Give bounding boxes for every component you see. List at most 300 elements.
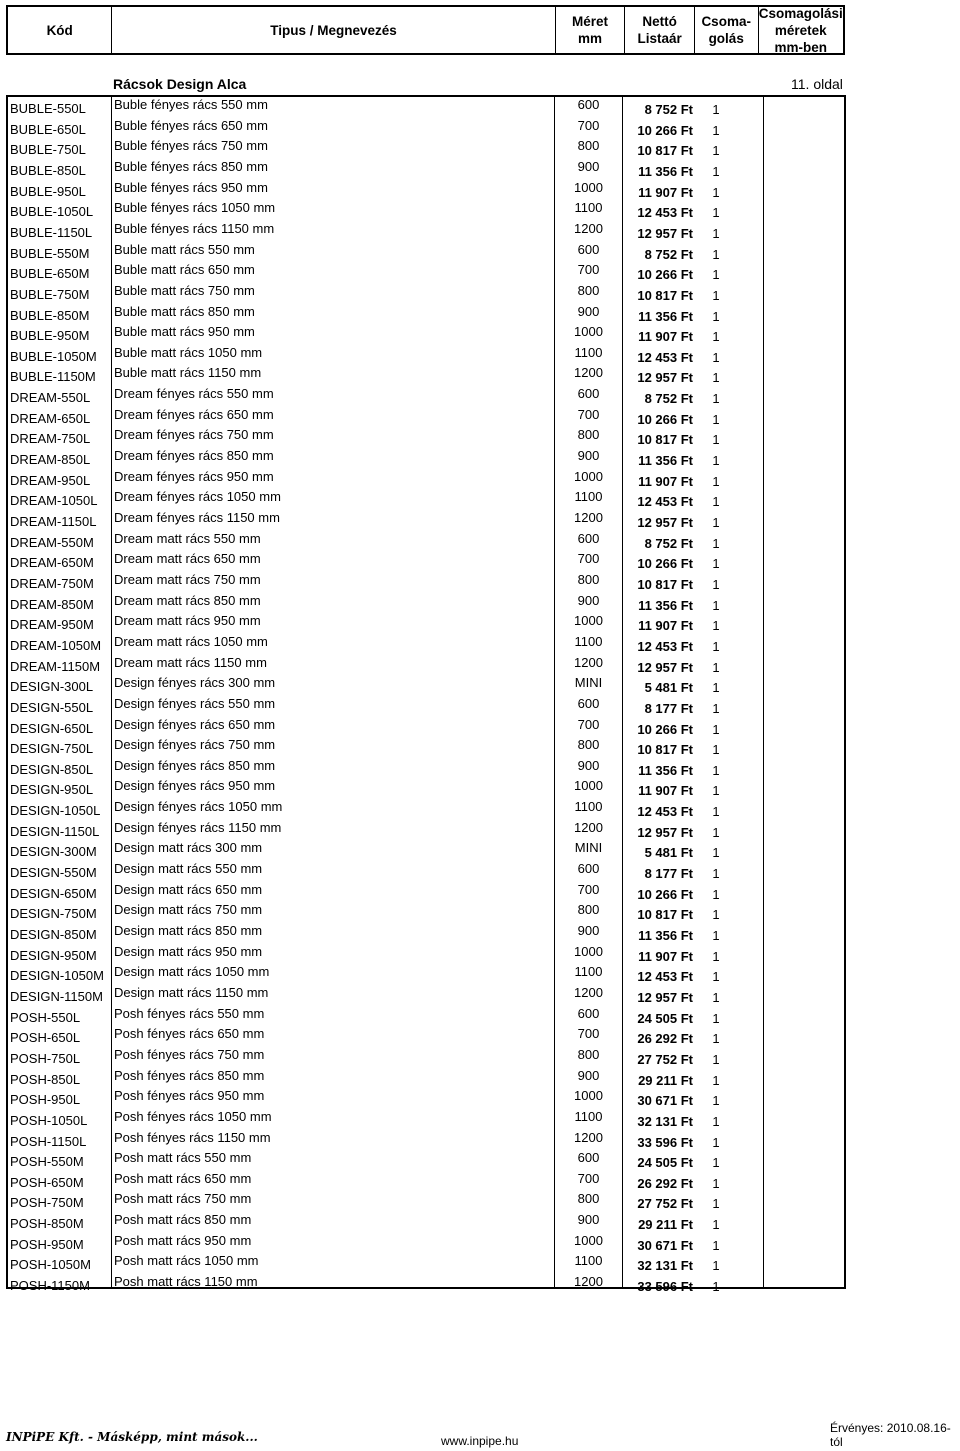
size-value: 1200 bbox=[574, 365, 603, 381]
product-code: POSH-1150L bbox=[10, 1133, 87, 1149]
size-value: 1100 bbox=[574, 964, 603, 980]
table-row bbox=[8, 386, 844, 407]
price-value: 24 505 Ft bbox=[637, 1155, 693, 1171]
product-code: BUBLE-550M bbox=[10, 245, 90, 261]
size-value: 1000 bbox=[574, 468, 603, 484]
product-name: Design fényes rács 300 mm bbox=[114, 675, 276, 691]
price-value: 33 596 Ft bbox=[637, 1279, 693, 1295]
pack-value: 1 bbox=[712, 1237, 720, 1253]
product-name: Dream fényes rács 1050 mm bbox=[114, 489, 281, 505]
size-value: 700 bbox=[577, 406, 600, 422]
size-value: 1000 bbox=[574, 1232, 603, 1248]
product-code: DREAM-1150L bbox=[10, 514, 97, 529]
size-value: 700 bbox=[577, 1026, 600, 1042]
size-value: 1000 bbox=[574, 324, 603, 340]
product-code: BUBLE-1050L bbox=[10, 204, 94, 220]
pack-value: 1 bbox=[712, 391, 720, 407]
size-value: 1000 bbox=[574, 778, 603, 794]
product-name: Design matt rács 850 mm bbox=[114, 923, 263, 938]
price-value: 32 131 Ft bbox=[637, 1258, 693, 1274]
pack-value: 1 bbox=[712, 535, 720, 551]
pack-value: 1 bbox=[712, 638, 720, 654]
pack-value: 1 bbox=[712, 556, 720, 572]
product-code: DREAM-650L bbox=[10, 410, 91, 426]
pack-value: 1 bbox=[712, 1175, 720, 1191]
product-name: Dream matt rács 650 mm bbox=[114, 551, 261, 567]
price-value: 10 266 Ft bbox=[637, 122, 693, 138]
product-code: DESIGN-850L bbox=[10, 761, 94, 777]
size-value: 900 bbox=[577, 448, 600, 464]
pack-value: 1 bbox=[712, 886, 720, 902]
product-name: Posh matt rács 650 mm bbox=[114, 1170, 252, 1186]
price-value: 5 481 Ft bbox=[644, 680, 693, 696]
pack-value: 1 bbox=[712, 329, 720, 345]
product-code: POSH-950L bbox=[10, 1092, 81, 1108]
table-row bbox=[8, 1109, 844, 1130]
product-code: POSH-850L bbox=[10, 1071, 81, 1087]
product-name: Dream matt rács 950 mm bbox=[114, 613, 261, 629]
product-name: Posh matt rács 950 mm bbox=[114, 1232, 252, 1248]
product-name: Design matt rács 950 mm bbox=[114, 943, 263, 959]
product-code: DREAM-1150M bbox=[10, 658, 101, 674]
pack-value: 1 bbox=[712, 143, 720, 159]
size-value: 1000 bbox=[574, 613, 603, 629]
pack-value: 1 bbox=[712, 515, 720, 530]
size-value: 800 bbox=[577, 138, 600, 154]
product-name: Posh fényes rács 650 mm bbox=[114, 1026, 265, 1042]
product-name: Design fényes rács 950 mm bbox=[114, 778, 276, 794]
product-code: POSH-750L bbox=[10, 1050, 81, 1066]
pack-value: 1 bbox=[712, 866, 720, 882]
table-row bbox=[8, 1047, 844, 1068]
product-code: BUBLE-750L bbox=[10, 142, 86, 158]
price-value: 11 907 Ft bbox=[638, 184, 693, 200]
product-name: Posh fényes rács 950 mm bbox=[114, 1088, 265, 1104]
table-row bbox=[8, 469, 844, 490]
price-value: 12 957 Ft bbox=[637, 659, 693, 675]
pack-value: 1 bbox=[712, 721, 720, 737]
product-name: Design fényes rács 1050 mm bbox=[114, 799, 283, 815]
price-value: 10 266 Ft bbox=[637, 556, 693, 572]
product-name: Dream matt rács 850 mm bbox=[114, 592, 261, 608]
size-value: 900 bbox=[577, 303, 600, 319]
product-name: Buble matt rács 550 mm bbox=[114, 241, 255, 257]
pack-value: 1 bbox=[712, 184, 720, 200]
size-value: 800 bbox=[577, 1046, 600, 1062]
product-name: Dream fényes rács 550 mm bbox=[114, 386, 274, 402]
product-name: Posh matt rács 1050 mm bbox=[114, 1253, 259, 1269]
table-row bbox=[8, 985, 844, 1006]
pack-value: 1 bbox=[712, 762, 720, 778]
pack-value: 1 bbox=[712, 576, 720, 592]
size-value: 700 bbox=[577, 117, 600, 133]
table-row bbox=[8, 1171, 844, 1192]
pack-value: 1 bbox=[712, 618, 720, 634]
pack-value: 1 bbox=[712, 1051, 720, 1067]
table-row bbox=[8, 407, 844, 428]
price-value: 11 356 Ft bbox=[638, 762, 693, 778]
product-name: Design matt rács 750 mm bbox=[114, 902, 263, 918]
product-name: Dream fényes rács 1150 mm bbox=[114, 510, 280, 525]
table-row bbox=[8, 861, 844, 882]
price-value: 10 817 Ft bbox=[637, 576, 693, 592]
pack-value: 1 bbox=[712, 494, 720, 510]
price-value: 8 752 Ft bbox=[644, 391, 693, 407]
table-row bbox=[8, 324, 844, 345]
table-row bbox=[8, 427, 844, 448]
price-value: 12 453 Ft bbox=[637, 494, 693, 510]
size-value: 900 bbox=[577, 592, 600, 608]
product-code: DESIGN-1150M bbox=[10, 988, 103, 1004]
pack-value: 1 bbox=[712, 1196, 720, 1212]
price-value: 30 671 Ft bbox=[637, 1237, 693, 1253]
product-name: Buble fényes rács 650 mm bbox=[114, 117, 268, 133]
product-name: Buble fényes rács 1050 mm bbox=[114, 200, 276, 216]
size-value: 1200 bbox=[574, 220, 603, 236]
price-value: 11 907 Ft bbox=[638, 329, 693, 345]
pack-value: 1 bbox=[712, 907, 720, 923]
price-value: 12 453 Ft bbox=[637, 205, 693, 221]
table-row bbox=[8, 758, 844, 779]
product-name: Dream matt rács 550 mm bbox=[114, 530, 261, 546]
price-value: 8 752 Ft bbox=[644, 102, 693, 117]
size-value: 900 bbox=[577, 923, 600, 938]
product-code: BUBLE-1050M bbox=[10, 348, 97, 364]
product-name: Design matt rács 550 mm bbox=[114, 861, 263, 877]
price-value: 8 752 Ft bbox=[644, 246, 693, 262]
table-row bbox=[8, 1088, 844, 1109]
table-row bbox=[8, 593, 844, 614]
price-value: 8 177 Ft bbox=[644, 700, 693, 716]
pack-value: 1 bbox=[712, 680, 720, 696]
product-name: Design fényes rács 1150 mm bbox=[114, 819, 282, 835]
table-row bbox=[8, 923, 844, 944]
table-row bbox=[8, 345, 844, 366]
product-name: Buble fényes rács 950 mm bbox=[114, 179, 268, 195]
product-name: Dream fényes rács 750 mm bbox=[114, 427, 274, 443]
product-name: Design fényes rács 750 mm bbox=[114, 737, 276, 753]
product-name: Posh fényes rács 1050 mm bbox=[114, 1108, 272, 1124]
price-value: 30 671 Ft bbox=[637, 1093, 693, 1109]
product-code: DESIGN-650M bbox=[10, 885, 97, 901]
price-value: 11 907 Ft bbox=[638, 948, 693, 964]
table-row bbox=[8, 1191, 844, 1212]
price-value: 10 266 Ft bbox=[637, 886, 693, 902]
size-value: 800 bbox=[577, 282, 600, 298]
table-row bbox=[8, 655, 844, 676]
size-value: 600 bbox=[577, 695, 600, 711]
pack-value: 1 bbox=[712, 102, 720, 117]
pack-value: 1 bbox=[712, 1155, 720, 1171]
size-value: 800 bbox=[577, 571, 600, 587]
table-row bbox=[8, 118, 844, 139]
table-row bbox=[8, 180, 844, 201]
price-value: 26 292 Ft bbox=[637, 1031, 693, 1047]
pack-value: 1 bbox=[712, 1113, 720, 1129]
pack-value: 1 bbox=[712, 845, 720, 861]
table-row bbox=[8, 1150, 844, 1171]
section-title: Rácsok Design Alca bbox=[113, 76, 247, 92]
product-code: BUBLE-950M bbox=[10, 328, 90, 344]
product-name: Posh matt rács 1150 mm bbox=[114, 1274, 258, 1290]
product-code: DREAM-1050L bbox=[10, 493, 98, 509]
table-row bbox=[8, 840, 844, 861]
pack-value: 1 bbox=[712, 473, 720, 489]
table-row bbox=[8, 365, 844, 386]
page-number: 11. oldal bbox=[791, 76, 843, 92]
product-name: Buble matt rács 850 mm bbox=[114, 303, 255, 319]
product-code: POSH-650L bbox=[10, 1030, 81, 1046]
product-name: Posh fényes rács 850 mm bbox=[114, 1067, 265, 1083]
pack-value: 1 bbox=[712, 928, 720, 943]
footer-company: INPiPE Kft. - Másképp, mint mások... bbox=[6, 1430, 258, 1444]
price-value: 29 211 Ft bbox=[638, 1072, 693, 1088]
product-code: DREAM-550M bbox=[10, 534, 94, 550]
price-value: 12 453 Ft bbox=[637, 349, 693, 365]
pack-value: 1 bbox=[712, 205, 720, 221]
product-name: Posh matt rács 550 mm bbox=[114, 1150, 252, 1166]
price-value: 12 957 Ft bbox=[637, 989, 693, 1005]
pack-value: 1 bbox=[712, 411, 720, 427]
table-row bbox=[8, 448, 844, 469]
product-code: DESIGN-750L bbox=[10, 741, 94, 757]
price-value: 27 752 Ft bbox=[637, 1051, 693, 1067]
price-value: 11 907 Ft bbox=[638, 473, 693, 489]
price-value: 12 453 Ft bbox=[637, 969, 693, 985]
size-value: 700 bbox=[577, 551, 600, 567]
size-value: 600 bbox=[577, 1150, 600, 1166]
product-name: Dream fényes rács 650 mm bbox=[114, 406, 274, 422]
product-code: POSH-1150M bbox=[10, 1278, 90, 1294]
price-value: 10 266 Ft bbox=[637, 721, 693, 737]
pack-value: 1 bbox=[712, 1217, 720, 1233]
pack-value: 1 bbox=[712, 948, 720, 964]
pack-value: 1 bbox=[712, 824, 720, 840]
size-value: 600 bbox=[577, 241, 600, 257]
table-row bbox=[8, 572, 844, 593]
table-row bbox=[8, 1026, 844, 1047]
price-value: 10 817 Ft bbox=[637, 287, 693, 303]
product-code: DESIGN-300L bbox=[10, 679, 94, 695]
price-value: 8 752 Ft bbox=[644, 535, 693, 551]
table-row bbox=[8, 551, 844, 572]
size-value: 1200 bbox=[574, 819, 603, 835]
price-value: 12 957 Ft bbox=[637, 225, 693, 241]
footer-valid-date: Érvényes: 2010.08.16-tól bbox=[830, 1421, 951, 1449]
price-value: 11 356 Ft bbox=[638, 597, 693, 613]
product-code: DESIGN-1150L bbox=[10, 823, 100, 839]
table-row bbox=[8, 1006, 844, 1027]
pack-value: 1 bbox=[712, 597, 720, 613]
price-value: 5 481 Ft bbox=[644, 845, 693, 861]
size-value: 700 bbox=[577, 1170, 600, 1186]
table-row bbox=[8, 531, 844, 552]
product-code: POSH-850M bbox=[10, 1216, 84, 1232]
price-table bbox=[6, 95, 846, 1295]
product-code: BUBLE-750M bbox=[10, 286, 90, 302]
table-header bbox=[6, 5, 845, 55]
pack-value: 1 bbox=[712, 453, 720, 469]
price-value: 11 907 Ft bbox=[638, 618, 693, 634]
size-value: 1100 bbox=[574, 489, 603, 505]
pack-value: 1 bbox=[712, 1031, 720, 1047]
header-pack: Csoma- golás bbox=[695, 7, 759, 53]
product-code: DREAM-1050M bbox=[10, 637, 102, 653]
product-code: BUBLE-1150M bbox=[10, 369, 96, 385]
product-name: Design matt rács 1150 mm bbox=[114, 984, 269, 1000]
price-value: 11 356 Ft bbox=[638, 928, 693, 943]
table-row bbox=[8, 283, 844, 304]
product-code: BUBLE-650L bbox=[10, 121, 86, 137]
table-row bbox=[8, 304, 844, 325]
header-type: Tipus / Megnevezés bbox=[112, 7, 555, 53]
table-row bbox=[8, 242, 844, 263]
table-row bbox=[8, 262, 844, 283]
size-value: 800 bbox=[577, 1191, 600, 1207]
size-value: 700 bbox=[577, 716, 600, 732]
table-row bbox=[8, 675, 844, 696]
price-value: 33 596 Ft bbox=[637, 1134, 693, 1150]
product-name: Buble matt rács 1150 mm bbox=[114, 365, 262, 381]
product-name: Posh matt rács 850 mm bbox=[114, 1212, 252, 1228]
product-name: Posh fényes rács 750 mm bbox=[114, 1046, 265, 1062]
product-name: Buble matt rács 1050 mm bbox=[114, 344, 263, 360]
size-value: 800 bbox=[577, 427, 600, 443]
product-code: BUBLE-650M bbox=[10, 266, 90, 282]
product-name: Design matt rács 300 mm bbox=[114, 840, 263, 856]
header-price: Nettó Listaár bbox=[625, 7, 695, 53]
product-code: DESIGN-1050L bbox=[10, 803, 101, 819]
product-name: Dream matt rács 1150 mm bbox=[114, 654, 267, 670]
product-code: DREAM-850M bbox=[10, 596, 94, 612]
table-row bbox=[8, 200, 844, 221]
product-name: Buble fényes rács 1150 mm bbox=[114, 220, 275, 236]
table-row bbox=[8, 820, 844, 841]
price-value: 10 817 Ft bbox=[637, 742, 693, 758]
product-name: Buble matt rács 650 mm bbox=[114, 262, 255, 278]
size-value: 1200 bbox=[574, 1129, 603, 1145]
price-value: 10 817 Ft bbox=[637, 432, 693, 448]
product-name: Posh fényes rács 1150 mm bbox=[114, 1129, 271, 1145]
size-value: 900 bbox=[577, 1067, 600, 1083]
size-value: 1100 bbox=[574, 799, 603, 815]
pack-value: 1 bbox=[712, 1010, 720, 1026]
size-value: 1100 bbox=[574, 1108, 603, 1124]
price-value: 26 292 Ft bbox=[637, 1175, 693, 1191]
size-value: 700 bbox=[577, 881, 600, 897]
product-name: Design matt rács 1050 mm bbox=[114, 964, 270, 980]
product-code: POSH-950M bbox=[10, 1236, 84, 1252]
product-name: Design matt rács 650 mm bbox=[114, 881, 263, 897]
header-packsize: Csomagolási méretek mm-ben bbox=[758, 5, 843, 55]
product-code: DESIGN-950M bbox=[10, 947, 97, 963]
size-value: 600 bbox=[577, 1005, 600, 1021]
pack-value: 1 bbox=[712, 1279, 720, 1295]
price-value: 11 907 Ft bbox=[638, 783, 693, 799]
price-value: 27 752 Ft bbox=[637, 1196, 693, 1212]
table-row bbox=[8, 97, 844, 118]
size-value: 1100 bbox=[574, 1253, 603, 1269]
table-row bbox=[8, 902, 844, 923]
price-value: 10 817 Ft bbox=[637, 143, 693, 159]
pack-value: 1 bbox=[712, 287, 720, 303]
product-code: DREAM-550L bbox=[10, 390, 91, 406]
price-value: 24 505 Ft bbox=[637, 1010, 693, 1026]
price-value: 8 177 Ft bbox=[644, 866, 693, 882]
size-value: 1100 bbox=[574, 344, 603, 360]
table-row bbox=[8, 1068, 844, 1089]
product-name: Design fényes rács 550 mm bbox=[114, 695, 276, 711]
product-code: BUBLE-550L bbox=[10, 101, 86, 116]
size-value: MINI bbox=[574, 675, 603, 691]
product-code: DREAM-950L bbox=[10, 472, 91, 488]
product-code: DESIGN-1050M bbox=[10, 968, 104, 984]
price-value: 11 356 Ft bbox=[638, 453, 693, 469]
price-value: 12 957 Ft bbox=[637, 515, 693, 530]
table-row bbox=[8, 489, 844, 510]
product-name: Dream fényes rács 950 mm bbox=[114, 468, 274, 484]
product-name: Buble matt rács 750 mm bbox=[114, 282, 255, 298]
price-value: 29 211 Ft bbox=[638, 1217, 693, 1233]
product-code: DREAM-650M bbox=[10, 555, 94, 571]
size-value: 1100 bbox=[574, 633, 603, 649]
pack-value: 1 bbox=[712, 246, 720, 262]
table-row bbox=[8, 1253, 844, 1274]
size-value: 900 bbox=[577, 757, 600, 773]
pack-value: 1 bbox=[712, 225, 720, 241]
price-value: 10 266 Ft bbox=[637, 411, 693, 427]
size-value: 1000 bbox=[574, 1088, 603, 1104]
product-code: POSH-650M bbox=[10, 1174, 84, 1190]
pack-value: 1 bbox=[712, 163, 720, 179]
price-value: 12 453 Ft bbox=[637, 638, 693, 654]
product-name: Dream matt rács 1050 mm bbox=[114, 633, 268, 649]
product-code: POSH-550L bbox=[10, 1009, 81, 1025]
footer-website[interactable]: www.inpipe.hu bbox=[441, 1434, 519, 1448]
table-row bbox=[8, 1212, 844, 1233]
table-row bbox=[8, 944, 844, 965]
pack-value: 1 bbox=[712, 804, 720, 820]
product-code: BUBLE-1150L bbox=[10, 224, 93, 240]
pack-value: 1 bbox=[712, 308, 720, 324]
price-value: 10 266 Ft bbox=[637, 267, 693, 283]
table-row bbox=[8, 696, 844, 717]
product-name: Buble fényes rács 850 mm bbox=[114, 158, 268, 174]
product-name: Buble matt rács 950 mm bbox=[114, 324, 255, 340]
product-code: POSH-1050L bbox=[10, 1112, 88, 1128]
size-value: 1200 bbox=[574, 1274, 603, 1290]
product-code: BUBLE-950L bbox=[10, 183, 86, 199]
pack-value: 1 bbox=[712, 742, 720, 758]
pack-value: 1 bbox=[712, 969, 720, 985]
size-value: 600 bbox=[577, 386, 600, 402]
size-value: 1200 bbox=[574, 510, 603, 525]
product-code: POSH-550M bbox=[10, 1154, 84, 1170]
product-code: POSH-1050M bbox=[10, 1257, 91, 1273]
price-value: 12 957 Ft bbox=[637, 824, 693, 840]
table-row bbox=[8, 737, 844, 758]
table-row bbox=[8, 1233, 844, 1254]
pack-value: 1 bbox=[712, 700, 720, 716]
pack-value: 1 bbox=[712, 783, 720, 799]
table-row bbox=[8, 613, 844, 634]
size-value: 1000 bbox=[574, 943, 603, 959]
product-code: DREAM-750M bbox=[10, 575, 94, 591]
product-name: Buble fényes rács 750 mm bbox=[114, 138, 268, 154]
product-code: DESIGN-650L bbox=[10, 720, 94, 736]
pack-value: 1 bbox=[712, 432, 720, 448]
size-value: 1200 bbox=[574, 984, 603, 1000]
